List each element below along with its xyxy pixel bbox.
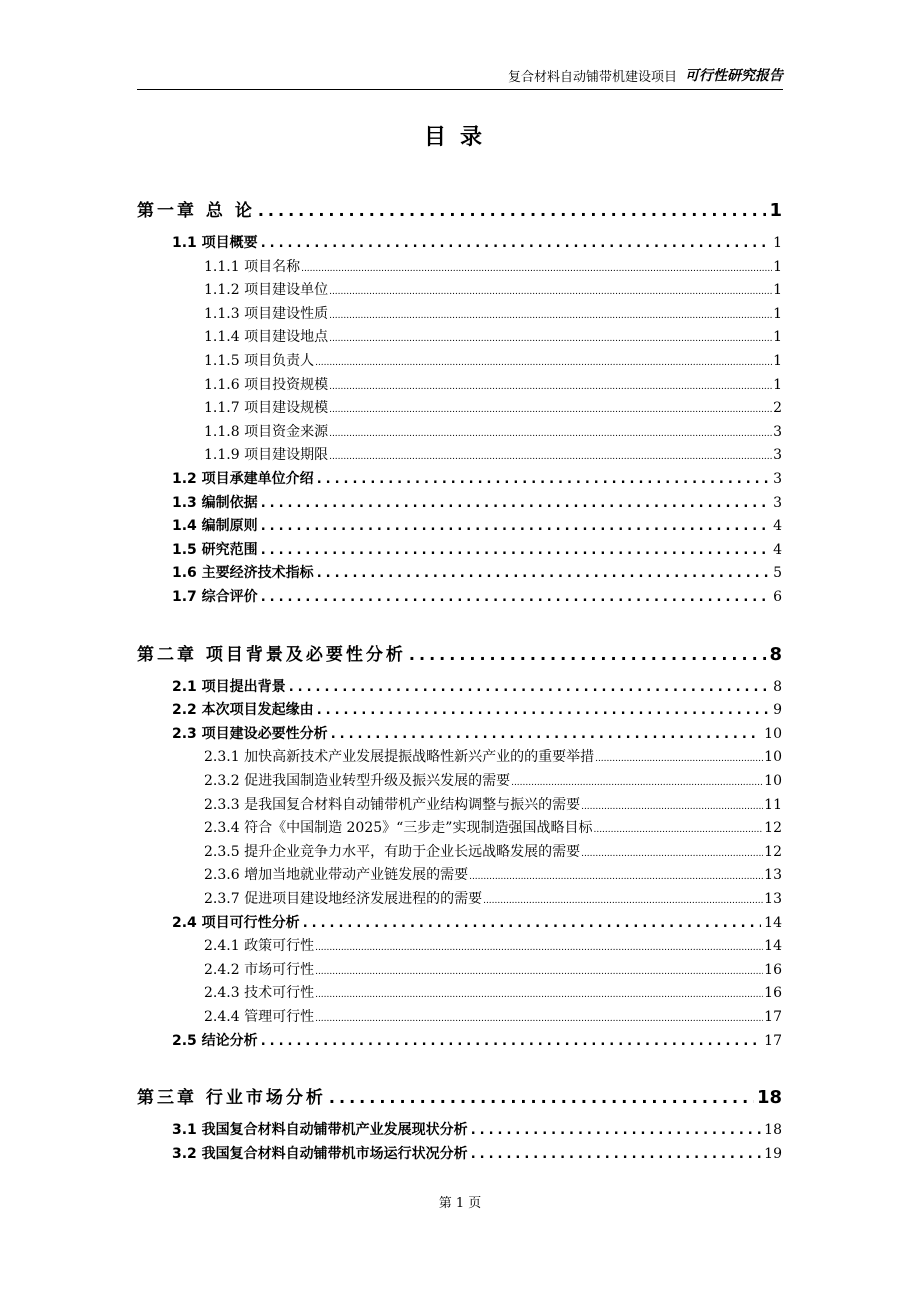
toc-page-number: 17 xyxy=(764,1032,782,1049)
toc-leader-dots xyxy=(329,429,772,439)
toc-section[interactable] xyxy=(172,676,782,696)
toc-entry-label: 1.1.2 项目建设单位 xyxy=(204,282,329,299)
toc-section[interactable] xyxy=(172,515,782,535)
toc-subsection[interactable] xyxy=(204,746,782,766)
toc-page-number: 1 xyxy=(773,353,782,369)
toc-leader-dots xyxy=(329,334,772,344)
toc-leader-dots xyxy=(289,680,770,695)
toc-leader-dots xyxy=(483,896,763,906)
toc-leader-dots xyxy=(303,916,761,931)
toc-page-number: 12 xyxy=(764,843,782,860)
toc-leader-dots xyxy=(261,236,770,251)
page-footer: 第 1 页 xyxy=(438,1196,482,1211)
toc-leader-dots xyxy=(317,703,770,718)
toc-subsection[interactable] xyxy=(204,888,782,908)
toc-leader-dots xyxy=(471,1147,761,1162)
page-title: 目录 xyxy=(423,125,496,150)
toc-subsection[interactable] xyxy=(204,421,782,441)
toc-leader-dots xyxy=(317,566,770,581)
toc-leader-dots xyxy=(329,287,772,297)
toc-chapter[interactable] xyxy=(137,1083,782,1108)
header-project-name: 复合材料自动铺带机建设项目 xyxy=(507,70,677,85)
toc-subsection[interactable] xyxy=(204,279,782,299)
toc-chapter[interactable] xyxy=(137,640,782,665)
toc-page-number: 4 xyxy=(773,518,782,535)
toc-entry-label: 2.4 项目可行性分析 xyxy=(172,914,300,931)
toc-page-number: 1 xyxy=(773,235,782,251)
toc-entry-label: 2.3.4 符合《中国制造 2025》“三步走”实现制造强国战略目标 xyxy=(204,820,593,837)
toc-leader-dots xyxy=(595,754,763,764)
toc-entry-label: 2.5 结论分析 xyxy=(172,1032,258,1049)
toc-section[interactable] xyxy=(172,723,782,743)
toc-leader-dots xyxy=(315,1014,763,1024)
toc-leader-dots xyxy=(329,1088,754,1107)
toc-subsection[interactable] xyxy=(204,982,782,1002)
toc-leader-dots xyxy=(261,543,770,558)
toc-page-number: 10 xyxy=(764,749,782,766)
toc-section[interactable] xyxy=(172,562,782,582)
toc-page-number: 3 xyxy=(773,447,782,464)
toc-page-number: 1 xyxy=(773,282,782,299)
toc-entry-label: 2.3.2 促进我国制造业转型升级及振兴发展的需要 xyxy=(204,773,511,789)
toc-leader-dots xyxy=(315,943,763,953)
toc-entry-label: 1.1.3 项目建设性质 xyxy=(204,305,329,322)
toc-entry-label: 第二章 项目背景及必要性分析 xyxy=(137,644,406,665)
toc-subsection[interactable] xyxy=(204,794,782,814)
toc-chapter[interactable] xyxy=(137,196,782,221)
toc-leader-dots xyxy=(329,405,772,415)
toc-entry-label: 2.4.4 管理可行性 xyxy=(204,1009,315,1025)
page-header xyxy=(137,62,783,90)
toc-page-number: 3 xyxy=(773,494,782,511)
toc-leader-dots xyxy=(317,472,770,487)
toc-entry-label: 2.3.1 加快高新技术产业发展提振战略性新兴产业的的重要举措 xyxy=(204,749,595,766)
toc-entry-label: 第一章 总 论 xyxy=(137,201,255,221)
toc-page-number: 12 xyxy=(764,820,782,837)
toc-entry-label: 1.1.9 项目建设期限 xyxy=(204,447,329,464)
toc-page-number: 8 xyxy=(769,643,782,665)
toc-leader-dots xyxy=(581,849,763,859)
toc-subsection[interactable] xyxy=(204,770,782,790)
toc-entry-label: 1.1.5 项目负责人 xyxy=(204,353,315,369)
toc-section[interactable] xyxy=(172,699,782,719)
toc-section[interactable] xyxy=(172,912,782,932)
toc-page-number: 1 xyxy=(769,200,782,221)
toc-entry-label: 2.4.1 政策可行性 xyxy=(204,938,315,955)
toc-leader-dots xyxy=(329,452,772,462)
toc-page-number: 16 xyxy=(764,961,782,978)
toc-leader-dots xyxy=(329,382,772,392)
toc-page-number: 8 xyxy=(773,678,782,695)
toc-page-number: 17 xyxy=(764,1009,782,1025)
toc-subsection[interactable] xyxy=(204,350,782,370)
toc-entry-label: 2.1 项目提出背景 xyxy=(172,678,286,695)
toc-page-number: 4 xyxy=(773,541,782,558)
toc-leader-dots xyxy=(261,496,770,511)
toc-leader-dots xyxy=(469,872,763,882)
toc-entry-label: 3.1 我国复合材料自动铺带机产业发展现状分析 xyxy=(172,1122,468,1139)
toc-entry-label: 3.2 我国复合材料自动铺带机市场运行状况分析 xyxy=(172,1145,468,1162)
toc-page-number: 10 xyxy=(764,725,782,742)
toc-page-number: 14 xyxy=(764,914,782,931)
toc-subsection[interactable] xyxy=(204,374,782,394)
toc-section[interactable] xyxy=(172,492,782,512)
toc-page-number: 16 xyxy=(764,985,782,1002)
toc-leader-dots xyxy=(581,802,763,812)
toc-leader-dots xyxy=(258,201,767,220)
toc-section[interactable] xyxy=(172,586,782,606)
toc-entry-label: 1.1.7 项目建设规模 xyxy=(204,400,329,417)
header-report-type: 可行性研究报告 xyxy=(685,68,783,84)
toc-entry-label: 2.3.3 是我国复合材料自动铺带机产业结构调整与振兴的需要 xyxy=(204,796,581,813)
toc-subsection[interactable] xyxy=(204,935,782,955)
toc-page-number: 1 xyxy=(773,376,782,393)
toc-leader-dots xyxy=(261,1034,761,1049)
toc-section[interactable] xyxy=(172,1030,782,1050)
toc-entry-label: 1.3 编制依据 xyxy=(172,494,258,511)
toc-leader-dots xyxy=(409,645,767,664)
toc-leader-dots xyxy=(329,311,772,321)
toc-subsection[interactable] xyxy=(204,1006,782,1026)
toc-subsection[interactable] xyxy=(204,256,782,276)
toc-section[interactable] xyxy=(172,468,782,488)
toc-page-number: 19 xyxy=(764,1145,782,1162)
toc-section[interactable] xyxy=(172,1143,782,1163)
toc-page-number: 13 xyxy=(764,891,782,907)
toc-leader-dots xyxy=(301,264,772,274)
toc-section[interactable] xyxy=(172,232,782,252)
toc-entry-label: 1.1 项目概要 xyxy=(172,235,258,251)
toc-entry-label: 2.2 本次项目发起缘由 xyxy=(172,702,314,719)
toc-subsection[interactable] xyxy=(204,397,782,417)
toc-page-number: 3 xyxy=(773,471,782,487)
toc-subsection[interactable] xyxy=(204,817,782,837)
toc-section[interactable] xyxy=(172,539,782,559)
toc-entry-label: 1.5 研究范围 xyxy=(172,541,258,558)
toc-page-number: 14 xyxy=(764,938,782,955)
toc-leader-dots xyxy=(593,825,763,835)
toc-page-number: 13 xyxy=(764,867,782,884)
toc-entry-label: 1.1.6 项目投资规模 xyxy=(204,376,329,393)
toc-entry-label: 2.3.6 增加当地就业带动产业链发展的需要 xyxy=(204,867,469,884)
toc-subsection[interactable] xyxy=(204,864,782,884)
toc-page-number: 2 xyxy=(773,400,782,417)
toc-page-number: 11 xyxy=(764,796,782,813)
toc-entry-label: 1.1.4 项目建设地点 xyxy=(204,329,329,346)
toc-page-number: 10 xyxy=(764,773,782,789)
toc-entry-label: 1.1.1 项目名称 xyxy=(204,258,301,275)
toc-subsection[interactable] xyxy=(204,959,782,979)
toc-subsection[interactable] xyxy=(204,841,782,861)
toc-subsection[interactable] xyxy=(204,444,782,464)
toc-page-number: 6 xyxy=(773,589,782,605)
toc-entry-label: 1.4 编制原则 xyxy=(172,518,258,535)
toc-page-number: 18 xyxy=(756,1087,782,1109)
toc-page-number: 1 xyxy=(773,258,782,275)
toc-entry-label: 2.3.7 促进项目建设地经济发展进程的的需要 xyxy=(204,891,483,907)
toc-entry-label: 1.6 主要经济技术指标 xyxy=(172,565,314,582)
toc-page-number: 3 xyxy=(773,423,782,440)
toc-leader-dots xyxy=(331,727,761,742)
toc-entry-label: 1.2 项目承建单位介绍 xyxy=(172,471,314,487)
toc-entry-label: 2.4.3 技术可行性 xyxy=(204,985,315,1002)
toc-page-number: 5 xyxy=(773,565,782,582)
toc-page-number: 1 xyxy=(773,329,782,346)
toc-leader-dots xyxy=(261,590,770,605)
toc-subsection[interactable] xyxy=(204,303,782,323)
toc-entry-label: 2.4.2 市场可行性 xyxy=(204,961,315,978)
toc-leader-dots xyxy=(511,778,763,788)
toc-subsection[interactable] xyxy=(204,326,782,346)
toc-entry-label: 2.3 项目建设必要性分析 xyxy=(172,725,328,742)
toc-leader-dots xyxy=(315,358,772,368)
toc-page-number: 9 xyxy=(773,702,782,719)
toc-entry-label: 1.1.8 项目资金来源 xyxy=(204,423,329,440)
toc-leader-dots xyxy=(471,1123,761,1138)
toc-section[interactable] xyxy=(172,1119,782,1139)
toc-page-number: 1 xyxy=(773,305,782,322)
toc-leader-dots xyxy=(315,967,763,977)
toc-entry-label: 第三章 行业市场分析 xyxy=(137,1088,326,1109)
toc-page-number: 18 xyxy=(764,1122,782,1139)
toc-entry-label: 1.7 综合评价 xyxy=(172,589,258,605)
toc-entry-label: 2.3.5 提升企业竞争力水平，有助于企业长远战略发展的需要 xyxy=(204,843,581,860)
toc-leader-dots xyxy=(315,990,763,1000)
toc-leader-dots xyxy=(261,519,770,534)
